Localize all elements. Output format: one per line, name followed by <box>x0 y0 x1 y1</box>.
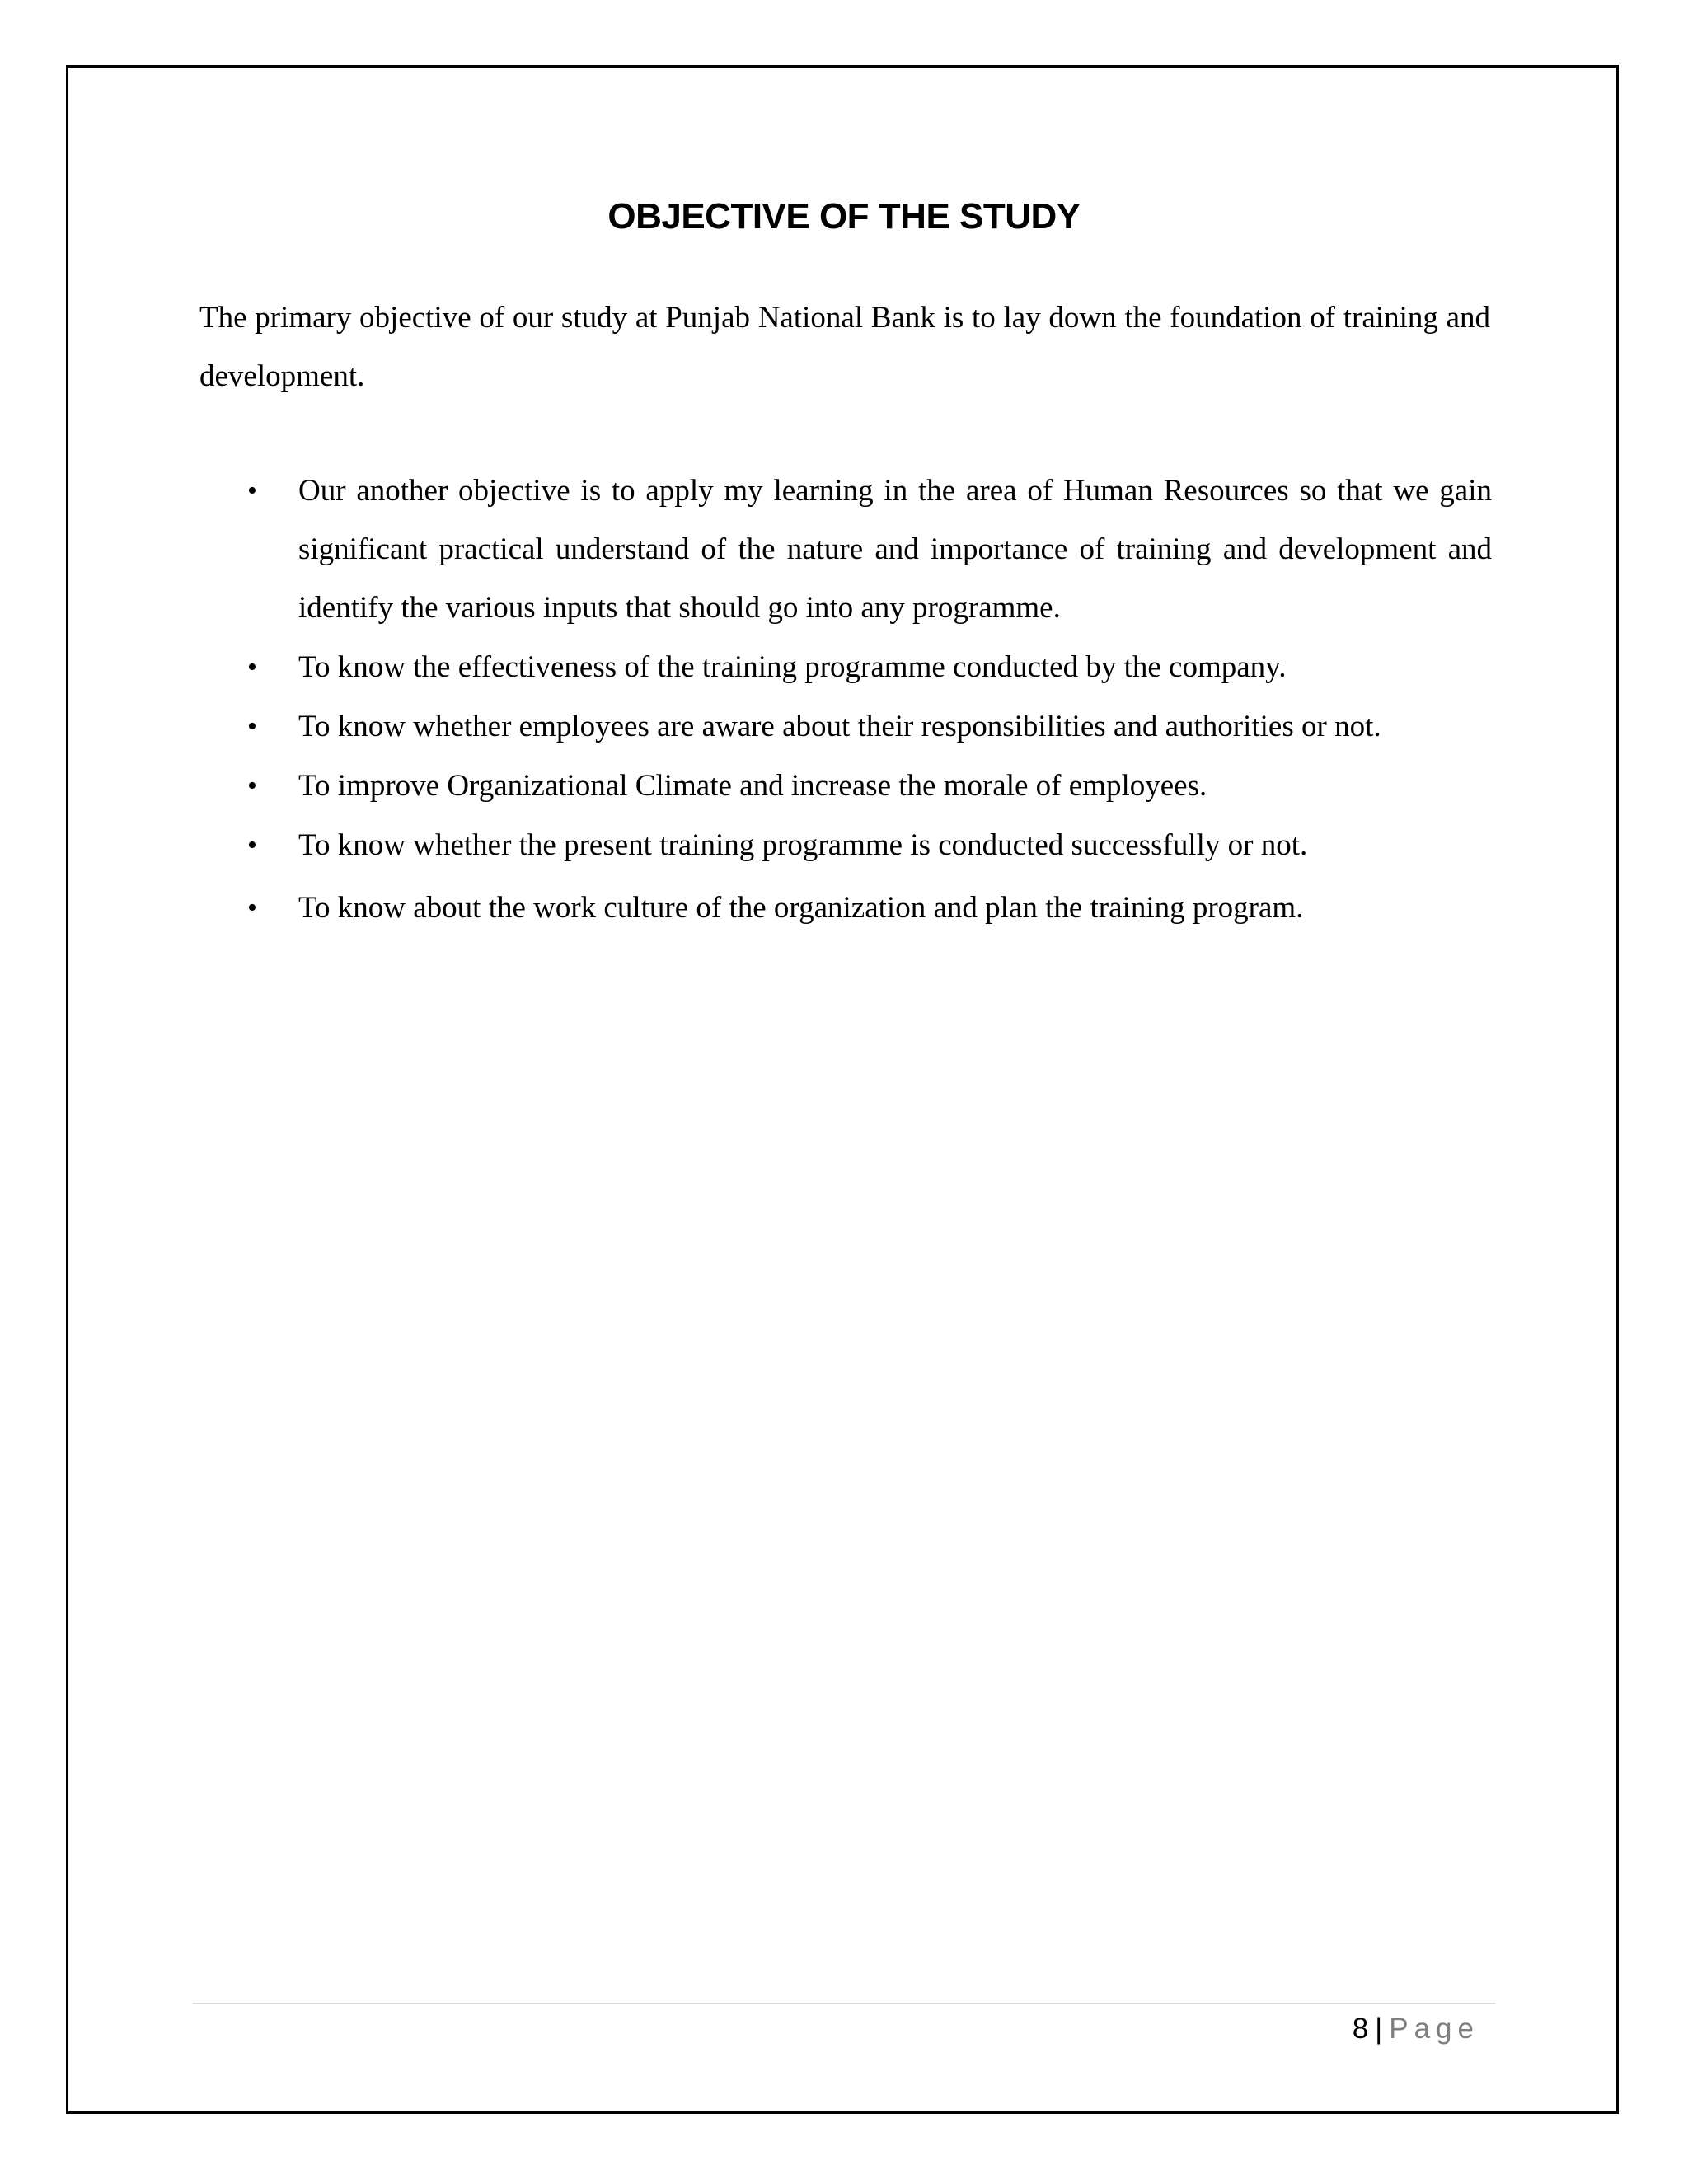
list-item <box>199 697 1492 756</box>
objective-text: To improve Organizational Climate and increase the morale of employees. <box>298 769 1207 803</box>
list-item <box>199 879 1492 937</box>
list-item <box>199 816 1492 874</box>
objective-text: To know whether employees are aware about their responsibilities and authorities or not. <box>298 710 1381 743</box>
objective-text: To know whether the present training programme is conducted successfully or not. <box>298 828 1308 862</box>
intro-paragraph: The primary objective of our study at Punjab National Bank is to lay down the foundation of training and development. <box>199 301 1490 393</box>
footer-divider <box>193 2003 1495 2004</box>
bullet-icon: • <box>247 830 257 860</box>
bullet-icon: • <box>247 893 257 923</box>
page-title: OBJECTIVE OF THE STUDY <box>607 196 1081 237</box>
objective-text: To know the effectiveness of the training programme conducted by the company. <box>298 650 1287 684</box>
page-label: Page <box>1389 2013 1479 2045</box>
bullet-icon: • <box>247 476 257 506</box>
list-item <box>199 757 1492 815</box>
footer-separator: | <box>1375 2013 1383 2045</box>
objective-text: To know about the work culture of the organization and plan the training program. <box>298 891 1304 925</box>
bullet-icon: • <box>247 711 257 742</box>
page-footer <box>1353 2004 1479 2054</box>
list-item <box>199 462 1492 637</box>
objective-text: Our another objective is to apply my learning in the area of Human Resources so that we gain significant practical understand of the nature and importance of training and development and identify the various inputs that should go into any programme. <box>298 474 1492 625</box>
list-item <box>199 638 1492 696</box>
page-number: 8 <box>1352 2013 1369 2045</box>
bullet-icon: • <box>247 771 257 801</box>
objectives-list <box>199 462 1492 938</box>
bullet-icon: • <box>247 652 257 682</box>
